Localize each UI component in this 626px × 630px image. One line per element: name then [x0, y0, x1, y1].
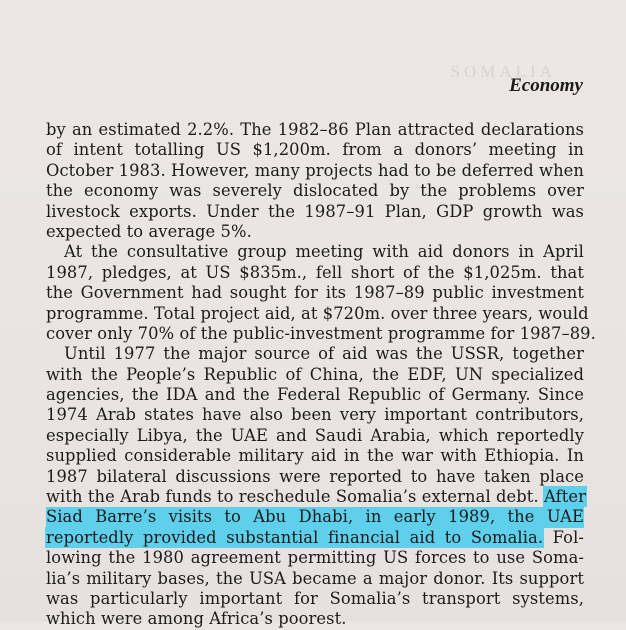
text-line: 1974 Arab states have also been very important contributors, [46, 405, 584, 425]
text-line: the Government had sought for its 1987–89 public investment [46, 283, 584, 303]
bleed-through-text: SOMALIA [450, 62, 556, 81]
text-line: lia’s military bases, the USA became a major donor. Its support [46, 568, 584, 588]
highlighted-text: After [544, 487, 586, 507]
text-line: At the consultative group meeting with aid donors in April [64, 242, 584, 262]
text-line: of intent totalling US $1,200m. from a donors’ meeting in [46, 140, 584, 160]
highlighted-text-line: Siad Barre’s visits to Abu Dhabi, in early 1989, the UAE [46, 507, 584, 527]
text-line: programme. Total project aid, at $720m. over three years, would [46, 303, 589, 323]
text-line: was particularly important for Somalia’s transport systems, [46, 588, 584, 608]
text-line: lowing the 1980 agreement permitting US forces to use Soma- [46, 548, 584, 568]
text-line: October 1983. However, many projects had to be deferred when [46, 160, 584, 180]
body-text [46, 120, 596, 630]
text-line: supplied considerable military aid in the war with Ethiopia. In [46, 446, 584, 466]
text-line: agencies, the IDA and the Federal Republic of Germany. Since [46, 385, 584, 405]
text-line: expected to average 5%. [46, 221, 252, 241]
text-line: 1987, pledges, at US $835m., fell short of the $1,025m. that [46, 262, 584, 282]
text-line: Until 1977 the major source of aid was the USSR, together [64, 344, 584, 364]
section-header: Economy [509, 75, 583, 96]
text-line-partial-highlight [46, 487, 584, 507]
text-span: Fol- [543, 527, 584, 547]
text-line: with the People’s Republic of China, the EDF, UN specialized [46, 364, 584, 384]
text-line: 1987 bilateral discussions were reported to have taken place [46, 466, 584, 486]
text-line: which were among Africa’s poorest. [46, 609, 347, 629]
text-line: by an estimated 2.2%. The 1982–86 Plan attracted declarations [46, 120, 584, 139]
text-line: cover only 70% of the public-investment programme for 1987–89. [46, 323, 596, 343]
text-span: with the Arab funds to reschedule Somalia’s external debt. [46, 487, 544, 507]
highlighted-text: reportedly provided substantial financial aid to Somalia. [46, 527, 544, 547]
text-line: livestock exports. Under the 1987–91 Plan, GDP growth was [46, 201, 584, 221]
text-line: the economy was severely dislocated by the problems over [46, 181, 584, 201]
text-line-partial-highlight [46, 528, 584, 548]
text-line: especially Libya, the UAE and Saudi Arabia, which reportedly [46, 425, 584, 445]
